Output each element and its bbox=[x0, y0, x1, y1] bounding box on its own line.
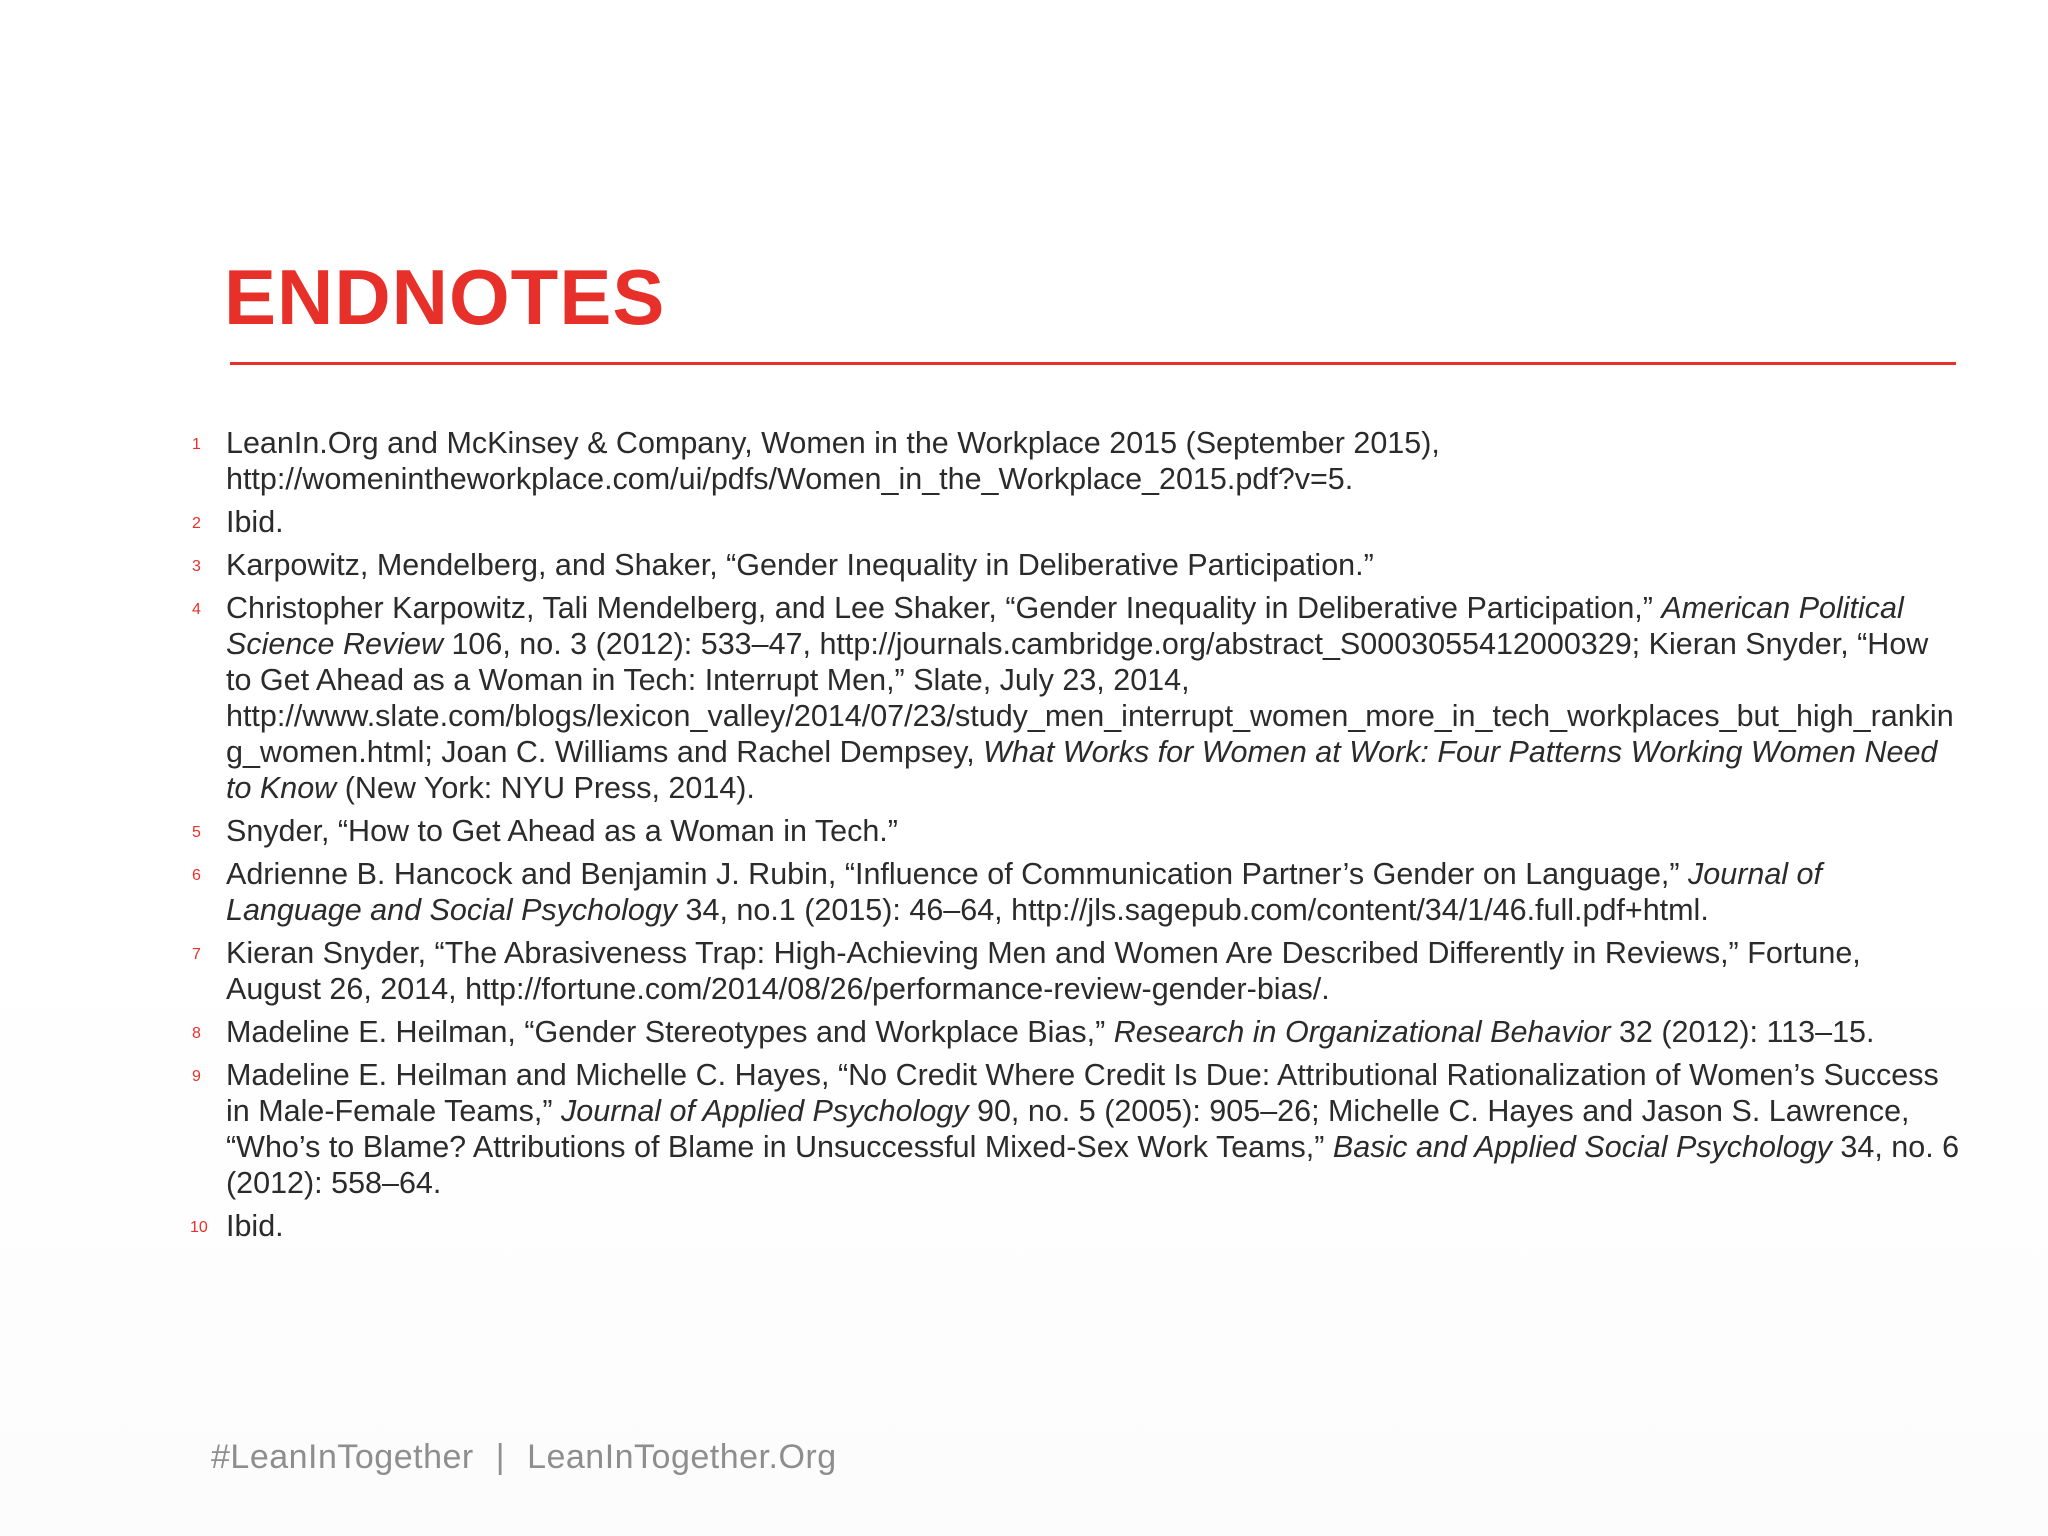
endnote-number: 5 bbox=[192, 824, 201, 841]
footer bbox=[211, 1438, 837, 1477]
endnote-number: 4 bbox=[192, 601, 201, 618]
endnote-text: Ibid. bbox=[226, 505, 284, 539]
endnote-text: Ibid. bbox=[226, 1209, 284, 1243]
footer-website: LeanInTogether.Org bbox=[527, 1438, 837, 1476]
footer-separator: | bbox=[495, 1438, 506, 1476]
footer-hashtag: #LeanInTogether bbox=[211, 1438, 474, 1476]
endnote-text: 90, no. 5 (2005): 905–26; Michelle C. Hayes and Jason S. Lawrence, “Who’s to Blame? Attributions of Blame in Unsuccessful Mixed-Sex Work Teams,” bbox=[226, 1094, 1910, 1164]
endnote-text: Karpowitz, Mendelberg, and Shaker, “Gender Inequality in Deliberative Participation.” bbox=[226, 548, 1374, 582]
endnote-item bbox=[192, 856, 1962, 928]
endnote-publication-title: What Works for Women at Work: Four Patterns Working Women Need to Know bbox=[226, 735, 1938, 805]
endnote-number: 3 bbox=[192, 558, 201, 575]
endnote-text: 34, no.1 (2015): 46–64, http://jls.sagepub.com/content/34/1/46.full.pdf+html. bbox=[677, 893, 1709, 927]
endnote-number: 10 bbox=[190, 1219, 208, 1236]
endnote-publication-title: Journal of Language and Social Psychology bbox=[226, 857, 1822, 927]
endnote-number: 1 bbox=[192, 436, 201, 453]
endnote-item bbox=[192, 547, 1962, 583]
endnote-item bbox=[192, 1208, 1962, 1244]
endnote-text: 34, no. 6 (2012): 558–64. bbox=[226, 1130, 1960, 1200]
endnote-item bbox=[192, 813, 1962, 849]
page-title: ENDNOTES bbox=[224, 253, 666, 341]
endnote-text: Christopher Karpowitz, Tali Mendelberg, and Lee Shaker, “Gender Inequality in Deliberative Participation,” bbox=[226, 591, 1662, 625]
endnote-text: 106, no. 3 (2012): 533–47, http://journals.cambridge.org/abstract_S0003055412000329; Kieran Snyder, “How to Get Ahead as a Woman in Tech: Interrupt Men,” Slate, July 23, 2014, http://www.slate.com/blogs/lexicon_valley/2014/07/23/study_men_interrupt_women_more_in_tech_workplaces_but_high_ranking_women.html; Joan C. Williams and Rachel Dempsey, bbox=[226, 627, 1954, 769]
endnote-number: 9 bbox=[192, 1068, 201, 1085]
endnote-item bbox=[192, 590, 1962, 806]
endnote-number: 6 bbox=[192, 867, 201, 884]
endnote-text: 32 (2012): 113–15. bbox=[1610, 1015, 1875, 1049]
endnote-number: 8 bbox=[192, 1025, 201, 1042]
endnote-text: Adrienne B. Hancock and Benjamin J. Rubin, “Influence of Communication Partner’s Gender on Language,” bbox=[226, 857, 1689, 891]
endnote-publication-title: Journal of Applied Psychology bbox=[561, 1094, 969, 1128]
endnote-item bbox=[192, 504, 1962, 540]
endnote-number: 2 bbox=[192, 515, 201, 532]
endnote-item bbox=[192, 935, 1962, 1007]
endnote-item bbox=[192, 425, 1962, 497]
endnote-text: (New York: NYU Press, 2014). bbox=[336, 771, 755, 805]
endnote-text: Madeline E. Heilman and Michelle C. Hayes, “No Credit Where Credit Is Due: Attributional Rationalization of Women’s Success in Male-Female Teams,” bbox=[226, 1058, 1939, 1128]
endnote-text: Snyder, “How to Get Ahead as a Woman in Tech.” bbox=[226, 814, 898, 848]
endnote-publication-title: Research in Organizational Behavior bbox=[1113, 1015, 1611, 1049]
endnote-text: Madeline E. Heilman, “Gender Stereotypes and Workplace Bias,” bbox=[226, 1015, 1114, 1049]
title-divider bbox=[230, 362, 1956, 365]
endnotes-list bbox=[192, 425, 1962, 1251]
endnote-text: LeanIn.Org and McKinsey & Company, Women in the Workplace 2015 (September 2015), http://womenintheworkplace.com/ui/pdfs/Women_in_the_Workplace_2015.pdf?v=5. bbox=[226, 426, 1440, 496]
endnote-number: 7 bbox=[192, 946, 201, 963]
endnote-publication-title: Basic and Applied Social Psychology bbox=[1332, 1130, 1832, 1164]
endnote-item bbox=[192, 1014, 1962, 1050]
endnote-item bbox=[192, 1057, 1962, 1201]
endnote-text: Kieran Snyder, “The Abrasiveness Trap: High-Achieving Men and Women Are Described Differently in Reviews,” Fortune, August 26, 2014, http://fortune.com/2014/08/26/performance-review-gender-bias/. bbox=[226, 936, 1861, 1006]
endnote-publication-title: American Political Science Review bbox=[226, 591, 1904, 661]
